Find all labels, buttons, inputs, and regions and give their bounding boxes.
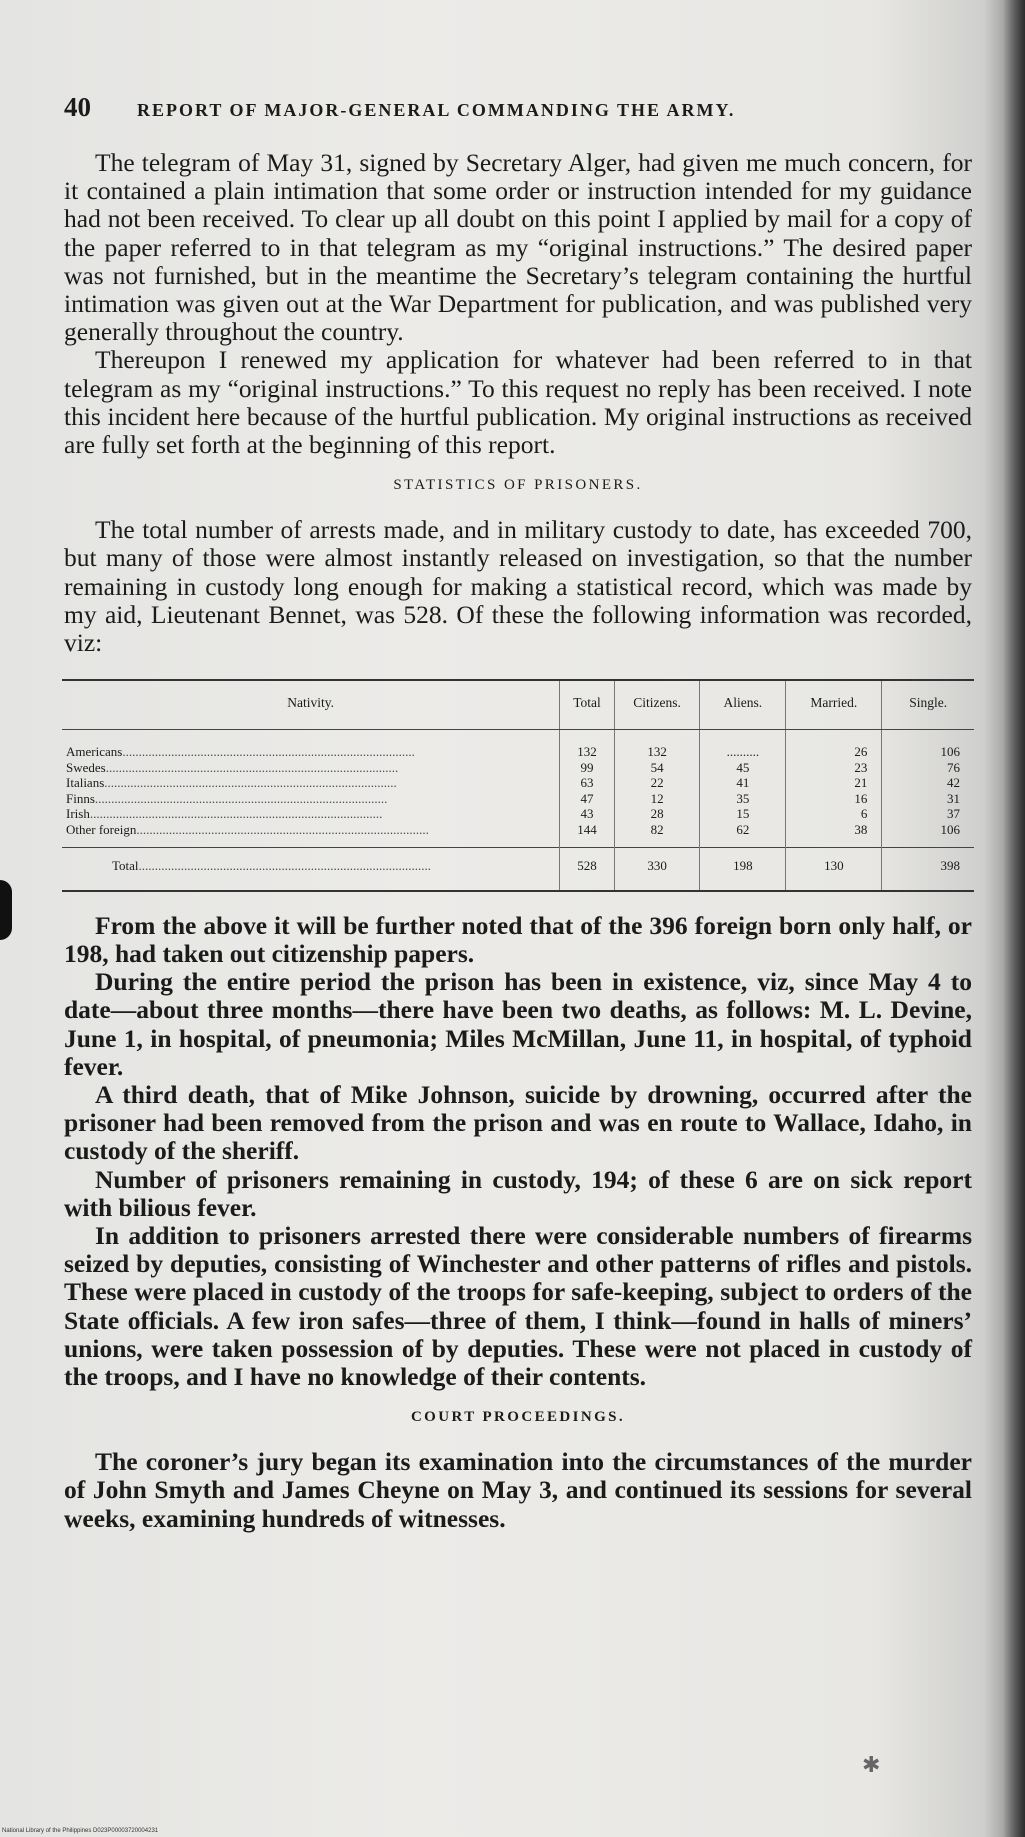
row-single: 106 <box>882 730 974 760</box>
total-aliens: 198 <box>700 848 786 891</box>
section-heading-court: COURT PROCEEDINGS. <box>410 1409 626 1426</box>
row-citizens: 82 <box>614 822 700 848</box>
row-single: 31 <box>882 791 974 807</box>
row-nativity: Finns <box>66 790 95 806</box>
paragraph-third-death: A third death, that of Mike Johnson, suicide by drowning, occurred after the prisoner had been removed from the prison and was en route to Wallace, Idaho, in custody of the sheriff. <box>64 1079 972 1166</box>
total-citizens: 330 <box>614 848 700 891</box>
column-header-married: Married. <box>786 680 882 730</box>
total-total: 528 <box>560 848 614 891</box>
table-row: Swedes .......................................................................................... 99 54 45 23 76 <box>62 760 974 776</box>
paragraph-remaining-prisoners: Number of prisoners remaining in custody, 194; of these 6 are on sick report with bilious fever. <box>64 1164 972 1222</box>
row-married: 6 <box>786 806 882 822</box>
row-married: 38 <box>786 822 882 848</box>
row-citizens: 12 <box>614 791 700 807</box>
column-header-aliens: Aliens. <box>700 680 786 730</box>
paragraph-arrests: The total number of arrests made, and in military custody to date, has exceeded 700, but many of those were almost instantly released on investigation, so that the number remaining in custody long enough for making a statistical record, which was made by my aid, Lieutenant Bennet, was 528. Of these the following information was recorded, viz: <box>64 515 972 658</box>
binding-shadow <box>1003 0 1025 1837</box>
row-aliens: 62 <box>700 822 786 848</box>
page-content <box>64 92 972 1533</box>
total-label: Total <box>112 858 139 874</box>
running-head <box>64 92 972 123</box>
ink-blot <box>0 880 12 940</box>
ink-smudge: ✱ <box>862 1752 881 1777</box>
table-header-row <box>62 680 974 730</box>
row-nativity: Other foreign <box>66 821 137 837</box>
row-nativity: Italians <box>66 775 105 791</box>
paragraph-coroners-jury: The coroner’s jury began its examination into the circumstances of the murder of John Smyth and James Cheyne on May 3, and continued its sessions for several weeks, examining hundreds of witnesses. <box>64 1447 972 1533</box>
row-citizens: 22 <box>614 775 700 791</box>
row-nativity: Swedes <box>66 759 106 775</box>
table-row: Italians .......................................................................................... 63 22 41 21 42 <box>62 775 974 791</box>
page-number: 40 <box>64 92 91 122</box>
row-married: 26 <box>786 730 882 760</box>
total-single: 398 <box>882 848 974 891</box>
paragraph-foreign-born: From the above it will be further noted that of the 396 foreign born only half, or 198, had taken out citizenship papers. <box>64 910 972 968</box>
row-single: 106 <box>882 822 974 848</box>
row-total: 63 <box>560 775 614 791</box>
row-citizens: 132 <box>614 730 700 760</box>
row-aliens: 15 <box>700 806 786 822</box>
row-aliens: 45 <box>700 760 786 776</box>
row-nativity: Americans <box>66 744 123 760</box>
row-married: 23 <box>786 760 882 776</box>
row-single: 37 <box>882 806 974 822</box>
column-header-nativity: Nativity. <box>62 680 560 730</box>
row-citizens: 28 <box>614 806 700 822</box>
row-married: 16 <box>786 791 882 807</box>
paragraph-telegram: The telegram of May 31, signed by Secretary Alger, had given me much concern, for it contained a plain intimation that some order or instruction intended for my guidance had not been received. To clear up all doubt on this point I applied by mail for a copy of the paper referred to in that telegram as my “original instructions.” The desired paper was not furnished, but in the meantime the Secretary’s telegram containing the hurtful intimation was given out at the War Department for publication, and was published very generally throughout the country. <box>64 148 972 347</box>
column-header-total: Total <box>560 680 614 730</box>
row-single: 76 <box>882 760 974 776</box>
row-total: 99 <box>560 760 614 776</box>
running-title: REPORT OF MAJOR-GENERAL COMMANDING THE ARMY. <box>137 100 736 120</box>
table-row: Americans .......................................................................................... 132 132 .......... 26 106 <box>62 730 974 760</box>
row-citizens: 54 <box>614 760 700 776</box>
scan-footer: National Library of the Philippines D023P00003720004231 <box>2 1828 159 1834</box>
total-married: 130 <box>786 848 882 891</box>
table-row: Other foreign .......................................................................................... 144 82 62 38 106 <box>62 822 974 848</box>
section-heading-statistics: STATISTICS OF PRISONERS. <box>393 477 643 494</box>
table-row: Finns .......................................................................................... 47 12 35 16 31 <box>62 791 974 807</box>
row-total: 132 <box>560 730 614 760</box>
row-aliens: 41 <box>700 775 786 791</box>
paragraph-deaths: During the entire period the prison has been in existence, viz, since May 4 to date—about three months—there have been two deaths, as follows: M. L. Devine, June 1, in hospital, of pneumonia; Miles McMillan, June 11, in hospital, of typhoid fever. <box>64 967 972 1081</box>
column-header-single: Single. <box>882 680 974 730</box>
prisoner-statistics-table <box>62 679 974 892</box>
paragraph-renewed-application: Thereupon I renewed my application for whatever had been referred to in that telegram as my “original instructions.” To this request no reply has been received. I note this incident here because of the hurtful publication. My original instructions as received are fully set forth at the beginning of this report. <box>64 345 972 460</box>
row-married: 21 <box>786 775 882 791</box>
row-total: 144 <box>560 822 614 848</box>
row-total: 43 <box>560 806 614 822</box>
row-aliens: 35 <box>700 791 786 807</box>
paragraph-firearms: In addition to prisoners arrested there were considerable numbers of firearms seized by deputies, consisting of Winchester and other patterns of rifles and pistols. These were placed in custody of the troops for safe-keeping, subject to orders of the State officials. A few iron safes—three of them, I think—found in halls of miners’ unions, were taken possession of by deputies. These were not placed in custody of the troops, and I have no knowledge of their contents. <box>64 1220 972 1391</box>
table-row: Irish .......................................................................................... 43 28 15 6 37 <box>62 806 974 822</box>
row-nativity: Irish <box>66 806 90 822</box>
column-header-citizens: Citizens. <box>614 680 700 730</box>
row-total: 47 <box>560 791 614 807</box>
row-aliens: .......... <box>700 730 786 760</box>
table-total-row: Total .......................................................................................... 528 330 198 130 398 <box>62 848 974 891</box>
row-single: 42 <box>882 775 974 791</box>
